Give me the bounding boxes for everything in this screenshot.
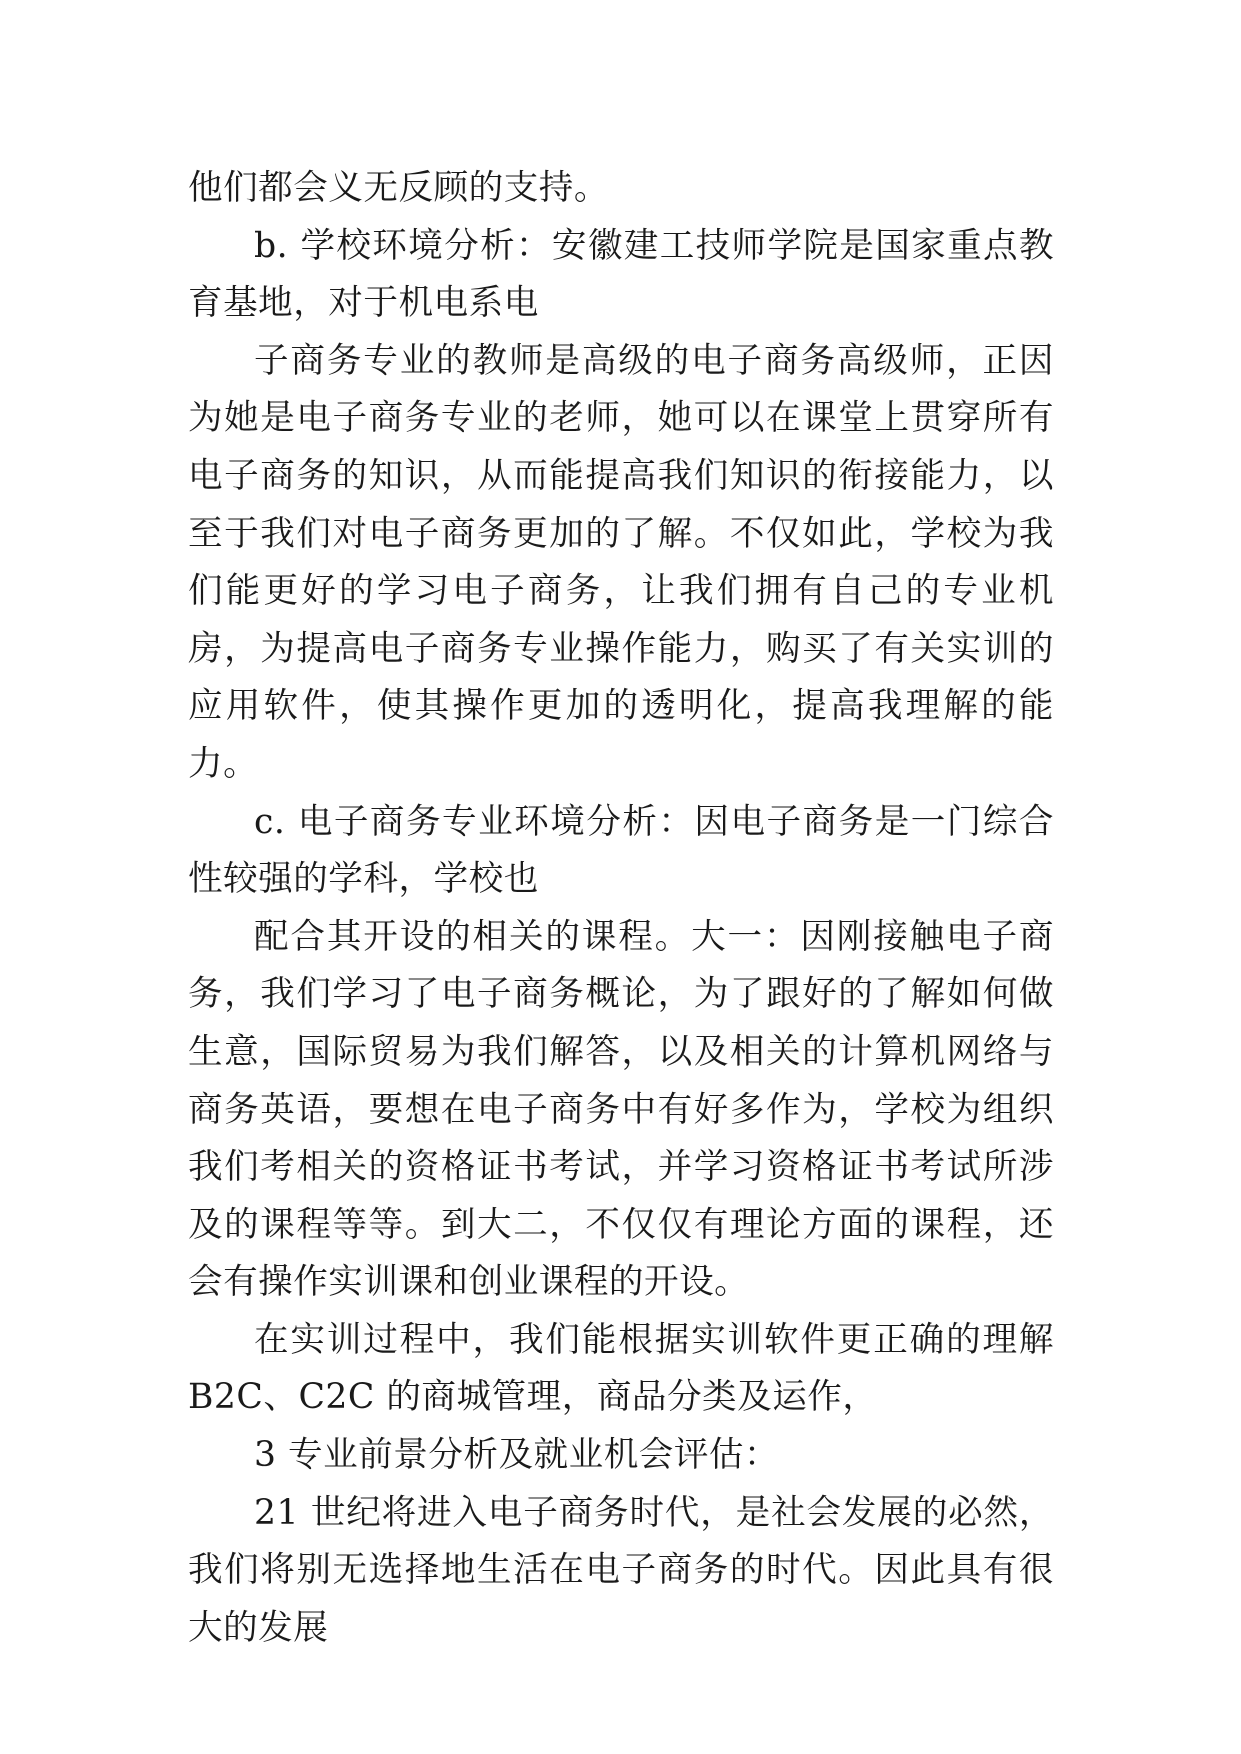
paragraph: 配合其开设的相关的课程。大一：因刚接触电子商务，我们学习了电子商务概论，为了跟好的了解如何做生意，国际贸易为我们解答，以及相关的计算机网络与商务英语，要想在电子商务中有好多作为，学校为组织我们考相关的资格证书考试，并学习资格证书考试所涉及的课程等等。到大二，不仅仅有理论方面的课程，还会有操作实训课和创业课程的开设。: [188, 916, 1054, 1303]
paragraph: 在实训过程中，我们能根据实训软件更正确的理解 B2C、C2C 的商城管理，商品分类及运作，: [188, 1319, 1054, 1418]
paragraph: 他们都会义无反顾的支持。: [188, 168, 609, 208]
paragraph: 3 专业前景分析及就业机会评估：: [254, 1435, 780, 1476]
paragraph: c. 电子商务专业环境分析：因电子商务是一门综合性较强的学科，学校也: [188, 801, 1054, 900]
paragraph: b. 学校环境分析：安徽建工技师学院是国家重点教育基地，对于机电系电: [188, 225, 1054, 324]
paragraph: 21 世纪将进入电子商务时代，是社会发展的必然，我们将别无选择地生活在电子商务的时代。因此具有很大的发展: [188, 1492, 1054, 1648]
paragraph: 子商务专业的教师是高级的电子商务高级师，正因为她是电子商务专业的老师，她可以在课堂上贯穿所有电子商务的知识，从而能提高我们知识的衔接能力，以至于我们对电子商务更加的了解。不仅如此，学校为我们能更好的学习电子商务，让我们拥有自己的专业机房，为提高电子商务专业操作能力，购买了有关实训的应用软件，使其操作更加的透明化，提高我理解的能力。: [188, 340, 1054, 784]
document-body: [188, 160, 1054, 1657]
